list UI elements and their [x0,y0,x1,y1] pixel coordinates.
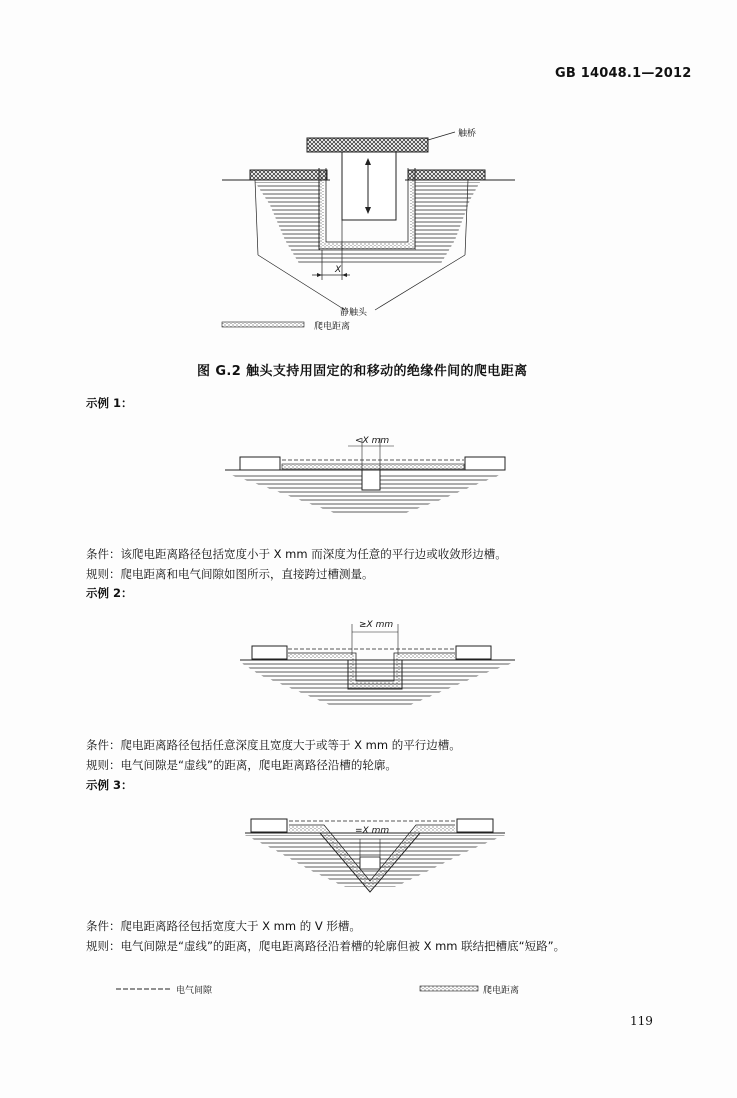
figure-caption: 图 G.2 触头支持用固定的和移动的绝缘件间的爬电距离 [197,364,528,379]
fixed-contact-right [408,170,485,180]
fixed-contact-left [250,170,327,180]
legend-lines [0,980,737,1000]
creepage-legend-swatch [420,986,478,991]
example3-condition: 条件：爬电距离路径包括宽度大于 X mm 的 V 形槽。 [86,919,361,933]
label-contact-bridge: 触桥 [458,129,477,139]
example1-condition: 条件：该爬电距离路径包括宽度小于 X mm 而深度为任意的平行边或收敛形边槽。 [86,547,507,561]
example1-rule: 规则：爬电距离和电气间隙如图所示，直接跨过槽测量。 [86,567,374,581]
short-circuit-link [360,857,380,869]
standard-number: GB 14048.1—2012 [555,66,692,81]
figure-g2-diagram [0,0,737,340]
example3-rule: 规则：电气间隙是“虚线”的距离，爬电距离路径沿着槽的轮廓但被 X mm 联结把槽底“短路”。 [86,939,566,953]
example1-dim-label: <X mm [355,436,390,446]
legend-clearance: 电气间隙 [176,986,213,996]
example3-title: 示例 3： [86,778,133,792]
creepage-path [282,464,464,469]
label-x: X [335,265,342,275]
contact-bridge [307,138,428,152]
page-number: 119 [630,1014,653,1028]
example2-rule: 规则：电气间隙是“虚线”的距离，爬电距离路径沿槽的轮廓。 [86,758,397,772]
example3-dim-label: =X mm [355,826,390,836]
creepage-legend-swatch [222,322,304,327]
example2-condition: 条件：爬电距离路径包括任意深度且宽度大于或等于 X mm 的平行边槽。 [86,738,461,752]
example2-dim-label: ≥X mm [359,620,394,630]
legend-creepage-g2: 爬电距离 [314,322,351,332]
legend-creepage: 爬电距离 [483,986,520,996]
example1-title: 示例 1： [86,396,133,410]
example2-title: 示例 2： [86,586,133,600]
label-fixed-contact: 静触头 [340,308,368,318]
example3-diagram [0,805,737,915]
